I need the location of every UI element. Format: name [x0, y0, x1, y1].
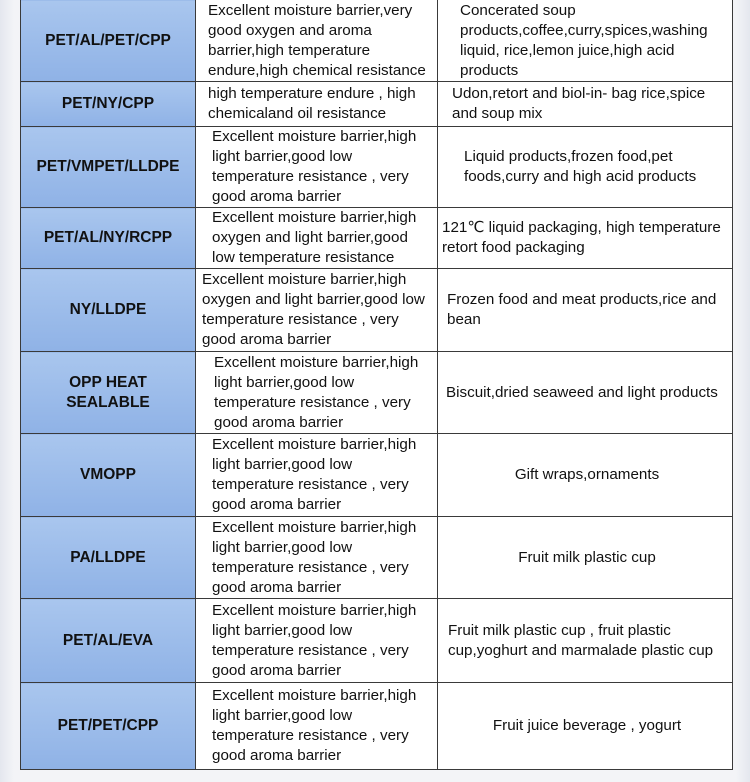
property-cell: Excellent moisture barrier,very good oxygen and aroma barrier,high temperature endure,high chemical resistance: [196, 0, 438, 82]
property-cell: Excellent moisture barrier,high light barrier,good low temperature resistance , very good aroma barrier: [196, 517, 438, 599]
property-cell: high temperature endure , high chemicaland oil resistance: [196, 82, 438, 127]
application-cell: Gift wraps,ornaments: [438, 434, 733, 517]
property-cell: Excellent moisture barrier,high oxygen and light barrier,good low temperature resistance , very good aroma barrier: [196, 269, 438, 352]
material-cell: PET/VMPET/LLDPE: [21, 127, 196, 208]
table-row: [21, 0, 733, 82]
application-cell: Fruit milk plastic cup , fruit plastic cup,yoghurt and marmalade plastic cup: [438, 599, 733, 683]
table-row: [21, 352, 733, 434]
property-cell: Excellent moisture barrier,high light barrier,good low temperature resistance , very good aroma barrier: [196, 352, 438, 434]
material-cell: PET/PET/CPP: [21, 683, 196, 770]
application-cell: Fruit milk plastic cup: [438, 517, 733, 599]
property-cell: Excellent moisture barrier,high light barrier,good low temperature resistance , very good aroma barrier: [196, 683, 438, 770]
table-row: [21, 269, 733, 352]
application-cell: Fruit juice beverage , yogurt: [438, 683, 733, 770]
application-cell: Udon,retort and biol-in- bag rice,spice and soup mix: [438, 82, 733, 127]
material-cell: PET/AL/EVA: [21, 599, 196, 683]
property-cell: Excellent moisture barrier,high light barrier,good low temperature resistance , very good aroma barrier: [196, 127, 438, 208]
application-cell: Liquid products,frozen food,pet foods,curry and high acid products: [438, 127, 733, 208]
packaging-materials-table: [20, 0, 733, 770]
material-cell: PET/NY/CPP: [21, 82, 196, 127]
property-cell: Excellent moisture barrier,high light barrier,good low temperature resistance , very good aroma barrier: [196, 599, 438, 683]
application-cell: Biscuit,dried seaweed and light products: [438, 352, 733, 434]
material-cell: OPP HEAT SEALABLE: [21, 352, 196, 434]
table-row: [21, 208, 733, 269]
material-cell: PET/AL/PET/CPP: [21, 0, 196, 82]
application-cell: Concerated soup products,coffee,curry,spices,washing liquid, rice,lemon juice,high acid products: [438, 0, 733, 82]
table-row: [21, 127, 733, 208]
property-cell: Excellent moisture barrier,high light barrier,good low temperature resistance , very good aroma barrier: [196, 434, 438, 517]
table-row: [21, 517, 733, 599]
application-cell: Frozen food and meat products,rice and bean: [438, 269, 733, 352]
material-cell: PA/LLDPE: [21, 517, 196, 599]
table-row: [21, 599, 733, 683]
material-cell: VMOPP: [21, 434, 196, 517]
property-cell: Excellent moisture barrier,high oxygen and light barrier,good low temperature resistance: [196, 208, 438, 269]
table-row: [21, 434, 733, 517]
table-row: [21, 82, 733, 127]
material-cell: NY/LLDPE: [21, 269, 196, 352]
table-row: [21, 683, 733, 770]
application-cell: 121℃ liquid packaging, high temperature retort food packaging: [438, 208, 733, 269]
material-cell: PET/AL/NY/RCPP: [21, 208, 196, 269]
